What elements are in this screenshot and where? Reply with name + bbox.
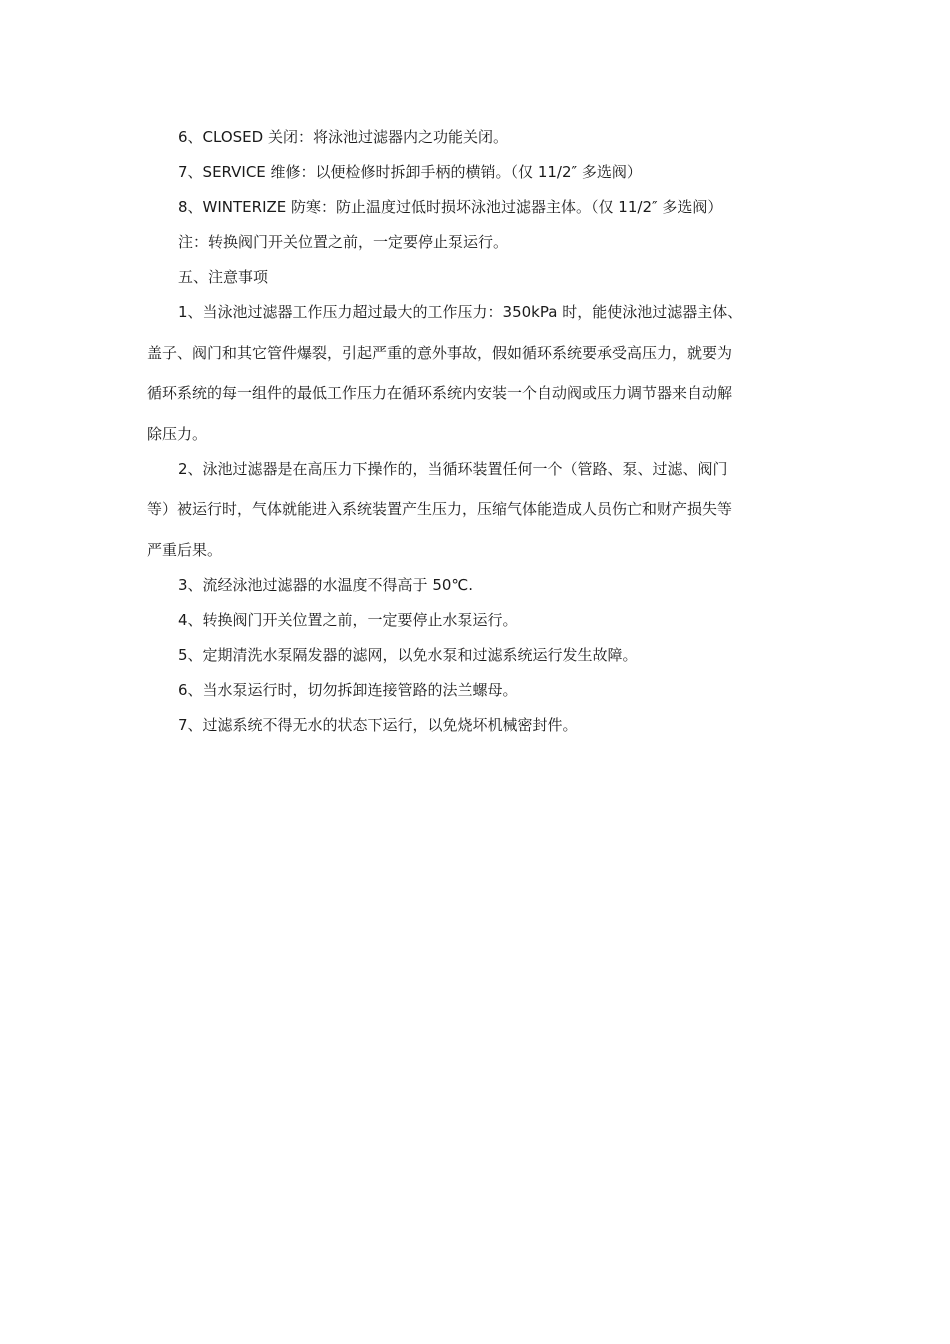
- paragraph-2-line: 严重后果。: [147, 540, 223, 559]
- paragraph-1-line: 1、当泳池过滤器工作压力超过最大的工作压力：350kPa 时，能使泳池过滤器主体、: [178, 303, 743, 321]
- paragraph-1-line: 除压力。: [147, 424, 208, 443]
- paragraph-2: [147, 454, 802, 570]
- paragraph-2-line: 等）被运行时，气体就能进入系统装置产生压力，压缩气体能造成人员伤亡和财产损失等: [147, 500, 733, 518]
- paragraph-1: [147, 297, 802, 454]
- paragraph-2-line: 2、泳池过滤器是在高压力下操作的，当循环装置任何一个（管路、泵、过滤、阀门: [178, 459, 728, 478]
- note-line: 注：转换阀门开关位置之前，一定要停止泵运行。: [178, 233, 509, 251]
- paragraph-1-line: 循环系统的每一组件的最低工作压力在循环系统内安装一个自动阀或压力调节器来自动解: [147, 384, 733, 402]
- item-4-stop-pump: 4、转换阀门开关位置之前，一定要停止水泵运行。: [178, 610, 518, 629]
- item-6-flange-nut: 6、当水泵运行时，切勿拆卸连接管路的法兰螺母。: [178, 680, 518, 699]
- item-3-water-temperature: 3、流经泳池过滤器的水温度不得高于 50℃.: [178, 575, 474, 594]
- document-body: [147, 122, 802, 745]
- item-7-no-dry-run: 7、过滤系统不得无水的状态下运行，以免烧坏机械密封件。: [178, 715, 578, 734]
- section-heading: 五、注意事项: [178, 268, 269, 286]
- item-service: 7、SERVICE 维修：以便检修时拆卸手柄的横销。（仅 11/2″ 多选阀）: [178, 163, 642, 181]
- item-winterize: 8、WINTERIZE 防寒：防止温度过低时损坏泳池过滤器主体。（仅 11/2″ 多选阀）: [178, 198, 723, 216]
- item-closed: 6、CLOSED 关闭：将泳池过滤器内之功能关闭。: [178, 128, 508, 146]
- item-5-clean-strainer: 5、定期清洗水泵隔发器的滤网，以免水泵和过滤系统运行发生故障。: [178, 645, 638, 664]
- paragraph-1-line: 盖子、阀门和其它管件爆裂，引起严重的意外事故，假如循环系统要承受高压力，就要为: [147, 343, 733, 362]
